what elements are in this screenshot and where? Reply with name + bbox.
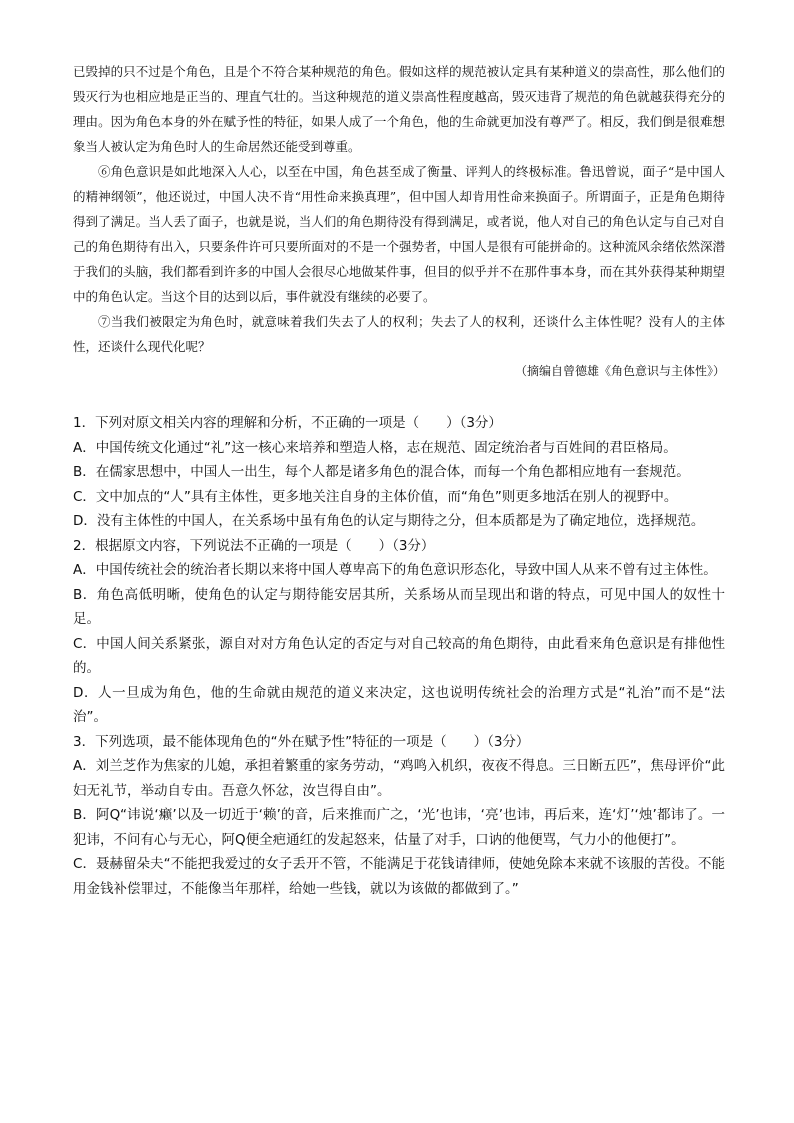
question-1-option-b: B．在儒家思想中，中国人一出生，每个人都是诸多角色的混合体，而每一个角色都相应地有一套规范。	[73, 464, 690, 480]
question-3-option-b: B．阿Q“讳说‘癞’以及一切近于‘赖’的音，后来推而广之，‘光’也讳，‘亮’也讳，再后来，连‘灯’‘烛’都讳了。一犯讳，不问有心与无心，阿Q便全疤通红的发起怒来，估量了对手，口讷的他便骂，气力小的他便打”。	[73, 807, 725, 848]
question-1-option-c: C．文中加点的“人”具有主体性，更多地关注自身的主体价值，而“角色”则更多地活在别人的视野中。	[73, 488, 678, 505]
passage-source: （摘编自曾德雄《角色意识与主体性》）	[514, 364, 725, 378]
question-2-stem: 2．根据原文内容，下列说法不正确的一项是（ ）（3分）	[73, 537, 435, 554]
question-3-option-c: C．聂赫留朵夫“不能把我爱过的女子丢开不管，不能满足于花钱请律师，使她免除本来就不该服的苦役。不能用金钱补偿罪过，不能像当年那样，给她一些钱，就以为该做的都做到了。”	[73, 856, 725, 897]
question-2-option-b: B．角色高低明晰，使角色的认定与期待能安居其所，关系场从而呈现出和谐的特点，可见中国人的奴性十足。	[73, 586, 725, 627]
question-1-stem: 1．下列对原文相关内容的理解和分析，不正确的一项是（ ）（3分）	[73, 415, 502, 431]
question-3-stem: 3．下列选项，最不能体现角色的“外在赋予性”特征的一项是（ ）（3分）	[73, 733, 530, 750]
question-1-option-d: D．没有主体性的中国人，在关系场中虽有角色的认定与期待之分，但本质都是为了确定地位，选择规范。	[73, 513, 705, 529]
question-list	[73, 411, 725, 901]
question-2-option-d: D．人一旦成为角色，他的生命就由规范的道义来决定，这也说明传统社会的治理方式是“礼治”而不是“法治”。	[73, 684, 725, 725]
question-3-option-a: A．刘兰芝作为焦家的儿媳，承担着繁重的家务劳动，“鸡鸣入机织，夜夜不得息。三日断五匹”，焦母评价“此妇无礼节，举动自专由。吾意久怀忿，汝岂得自由”。	[73, 758, 725, 799]
passage-paragraph-7: ⑦当我们被限定为角色时，就意味着我们失去了人的权利；失去了人的权利，还谈什么主体性呢？没有人的主体性，还谈什么现代化呢？	[73, 314, 725, 354]
passage-paragraph-5-continued: 已毁掉的只不过是个角色，且是个不符合某种规范的角色。假如这样的规范被认定具有某种道义的崇高性，那么他们的毁灭行为也相应地是正当的、理直气壮的。当这种规范的道义崇高性程度越高，毁灭违背了规范的角色就越获得充分的理由。因为角色本身的外在赋予性的特征，如果人成了一个角色，他的生命就更加没有尊严了。相反，我们倒是很难想象当人被认定为角色时人的生命居然还能受到尊重。	[73, 64, 725, 154]
question-2-option-c: C．中国人间关系紧张，源自对对方角色认定的否定与对自己较高的角色期待，由此看来角色意识是有排他性的。	[73, 635, 725, 676]
question-2-option-a: A．中国传统社会的统治者长期以来将中国人尊卑高下的角色意识形态化，导致中国人从来不曾有过主体性。	[73, 562, 717, 578]
reading-passage	[73, 59, 725, 384]
question-1-option-a: A．中国传统文化通过“礼”这一核心来培养和塑造人格，志在规范、固定统治者与百姓间的君臣格局。	[73, 439, 677, 456]
passage-paragraph-6: ⑥角色意识是如此地深入人心，以至在中国，角色甚至成了衡量、评判人的终极标准。鲁迅曾说，面子“是中国人的精神纲领”，他还说过，中国人决不肯“用性命来换真理”，但中国人却肯用性命来换面子。所谓面子，正是角色期待得到了满足。当人丢了面子，也就是说，当人们的角色期待没有得到满足，或者说，他人对自己的角色认定与自己对自己的角色期待有出入，只要条件许可只要所面对的不是一个强势者，中国人是很有可能拼命的。这种流风余绪依然深潜于我们的头脑，我们都看到许多的中国人会很尽心地做某件事，但目的似乎并不在那件事本身，而在其外获得某种期望中的角色认定。当这个目的达到以后，事件就没有继续的必要了。	[73, 164, 725, 304]
